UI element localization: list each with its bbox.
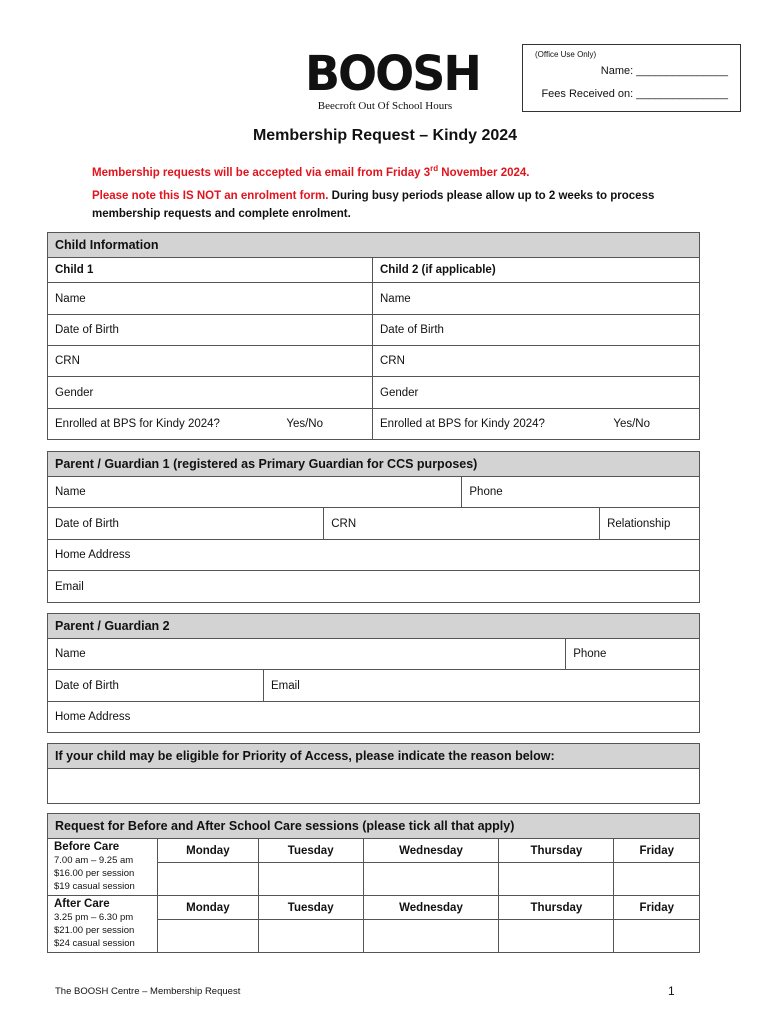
field-label: Name	[55, 648, 86, 660]
after-care-casual: $24 casual session	[54, 938, 135, 949]
child2-crn-field[interactable]	[373, 346, 700, 377]
page-title: Membership Request – Kindy 2024	[252, 127, 518, 144]
before-monday-checkbox[interactable]	[158, 863, 259, 896]
priority-reason-field[interactable]	[48, 769, 700, 804]
parent1-email-field[interactable]	[48, 571, 700, 603]
child2-enrolled-field[interactable]	[373, 409, 700, 440]
child-info-table	[47, 232, 700, 440]
priority-table	[47, 743, 700, 804]
after-day-friday: Friday	[614, 896, 700, 920]
before-care-time: 7.00 am – 9.25 am	[54, 855, 134, 866]
office-use-label: (Office Use Only)	[535, 50, 597, 59]
parent2-table	[47, 613, 700, 733]
parent2-email-field[interactable]	[264, 670, 700, 702]
before-tuesday-checkbox[interactable]	[258, 863, 363, 896]
yes-no-option[interactable]: Yes/No	[286, 418, 323, 430]
before-care-info	[48, 839, 158, 896]
child-info-heading: Child Information	[48, 233, 700, 258]
footer-text: The BOOSH Centre – Membership Request	[55, 986, 241, 997]
parent1-heading: Parent / Guardian 1 (registered as Primary Guardian for CCS purposes)	[48, 452, 700, 477]
office-fees-field[interactable]: Fees Received on: _______________	[541, 88, 728, 100]
field-label: Date of Birth	[380, 324, 444, 336]
yes-no-option[interactable]: Yes/No	[613, 418, 650, 430]
field-label: Email	[55, 580, 84, 593]
acceptance-note-date: November 2024.	[438, 166, 530, 179]
after-care-price: $21.00 per session	[54, 925, 135, 936]
before-care-casual: $19 casual session	[54, 881, 135, 892]
after-day-thursday: Thursday	[499, 896, 614, 920]
field-label: Enrolled at BPS for Kindy 2024?	[55, 418, 220, 430]
parent1-address-field[interactable]	[48, 540, 700, 571]
before-friday-checkbox[interactable]	[614, 863, 700, 896]
before-thursday-checkbox[interactable]	[499, 863, 614, 896]
logo-subtitle: Beecroft Out Of School Hours	[317, 100, 453, 112]
field-label: Enrolled at BPS for Kindy 2024?	[380, 418, 545, 430]
after-wednesday-checkbox[interactable]	[363, 920, 499, 953]
child1-gender-field[interactable]	[48, 377, 373, 409]
before-day-monday: Monday	[158, 839, 259, 863]
field-label: CRN	[380, 355, 405, 367]
after-care-time: 3.25 pm – 6.30 pm	[54, 912, 134, 923]
after-monday-checkbox[interactable]	[158, 920, 259, 953]
field-label: Date of Birth	[55, 517, 119, 530]
after-care-label: After Care	[54, 898, 110, 910]
field-label: Name	[380, 292, 411, 305]
field-label: CRN	[55, 355, 80, 367]
before-day-thursday: Thursday	[499, 839, 614, 863]
child1-heading: Child 1	[48, 258, 373, 283]
before-wednesday-checkbox[interactable]	[363, 863, 499, 896]
field-label: Home Address	[55, 711, 131, 723]
child2-name-field[interactable]	[373, 283, 700, 315]
parent1-table	[47, 451, 700, 603]
child2-heading: Child 2 (if applicable)	[373, 258, 700, 283]
after-tuesday-checkbox[interactable]	[258, 920, 363, 953]
parent1-relationship-field[interactable]	[600, 508, 700, 540]
parent2-name-field[interactable]	[48, 639, 566, 670]
before-care-price: $16.00 per session	[54, 868, 135, 879]
parent2-address-field[interactable]	[48, 702, 700, 733]
child1-dob-field[interactable]	[48, 315, 373, 346]
field-label: Phone	[469, 486, 503, 498]
field-label: Email	[271, 679, 300, 692]
child1-name-field[interactable]	[48, 283, 373, 315]
before-day-friday: Friday	[614, 839, 700, 863]
after-friday-checkbox[interactable]	[614, 920, 700, 953]
field-label: Gender	[55, 386, 94, 399]
parent2-heading: Parent / Guardian 2	[48, 614, 700, 639]
parent1-crn-field[interactable]	[324, 508, 600, 540]
child2-gender-field[interactable]	[373, 377, 700, 409]
acceptance-note-sup: rd	[430, 164, 439, 173]
acceptance-note-text: Membership requests will be accepted via email from Friday 3	[92, 166, 431, 179]
after-day-wednesday: Wednesday	[363, 896, 499, 920]
office-use-box	[522, 44, 741, 112]
field-label: Date of Birth	[55, 679, 119, 692]
logo-word: BOOSH	[305, 44, 480, 102]
after-thursday-checkbox[interactable]	[499, 920, 614, 953]
after-care-info	[48, 896, 158, 953]
parent2-phone-field[interactable]	[566, 639, 700, 670]
acceptance-note	[92, 160, 692, 182]
priority-heading: If your child may be eligible for Priority of Access, please indicate the reason below:	[48, 744, 700, 769]
parent1-dob-field[interactable]	[48, 508, 324, 540]
logo	[305, 44, 480, 112]
after-day-monday: Monday	[158, 896, 259, 920]
field-label: Name	[55, 292, 86, 305]
page-number: 1	[668, 984, 675, 998]
office-name-field[interactable]: Name: _______________	[600, 65, 728, 77]
field-label: Phone	[573, 648, 607, 660]
after-day-tuesday: Tuesday	[258, 896, 363, 920]
field-label: Date of Birth	[55, 324, 119, 336]
before-day-tuesday: Tuesday	[258, 839, 363, 863]
before-care-label: Before Care	[54, 841, 120, 853]
child1-enrolled-field[interactable]	[48, 409, 373, 440]
enrolment-warning: Please note this IS NOT an enrolment form.	[92, 190, 329, 202]
field-label: CRN	[331, 517, 357, 530]
field-label: Gender	[380, 386, 419, 399]
parent1-name-field[interactable]	[48, 477, 462, 508]
field-label: Relationship	[607, 517, 671, 530]
enrolment-note-text: During busy periods please allow up to 2 weeks to process membership requests and complete enrolment.	[92, 190, 655, 220]
parent2-dob-field[interactable]	[48, 670, 264, 702]
sessions-table	[47, 813, 700, 953]
enrolment-note	[92, 187, 692, 223]
parent1-phone-field[interactable]	[462, 477, 700, 508]
child1-crn-field[interactable]	[48, 346, 373, 377]
before-day-wednesday: Wednesday	[363, 839, 499, 863]
field-label: Home Address	[55, 549, 131, 561]
sessions-heading: Request for Before and After School Care sessions (please tick all that apply)	[48, 814, 700, 839]
field-label: Name	[55, 486, 86, 498]
child2-dob-field[interactable]	[373, 315, 700, 346]
